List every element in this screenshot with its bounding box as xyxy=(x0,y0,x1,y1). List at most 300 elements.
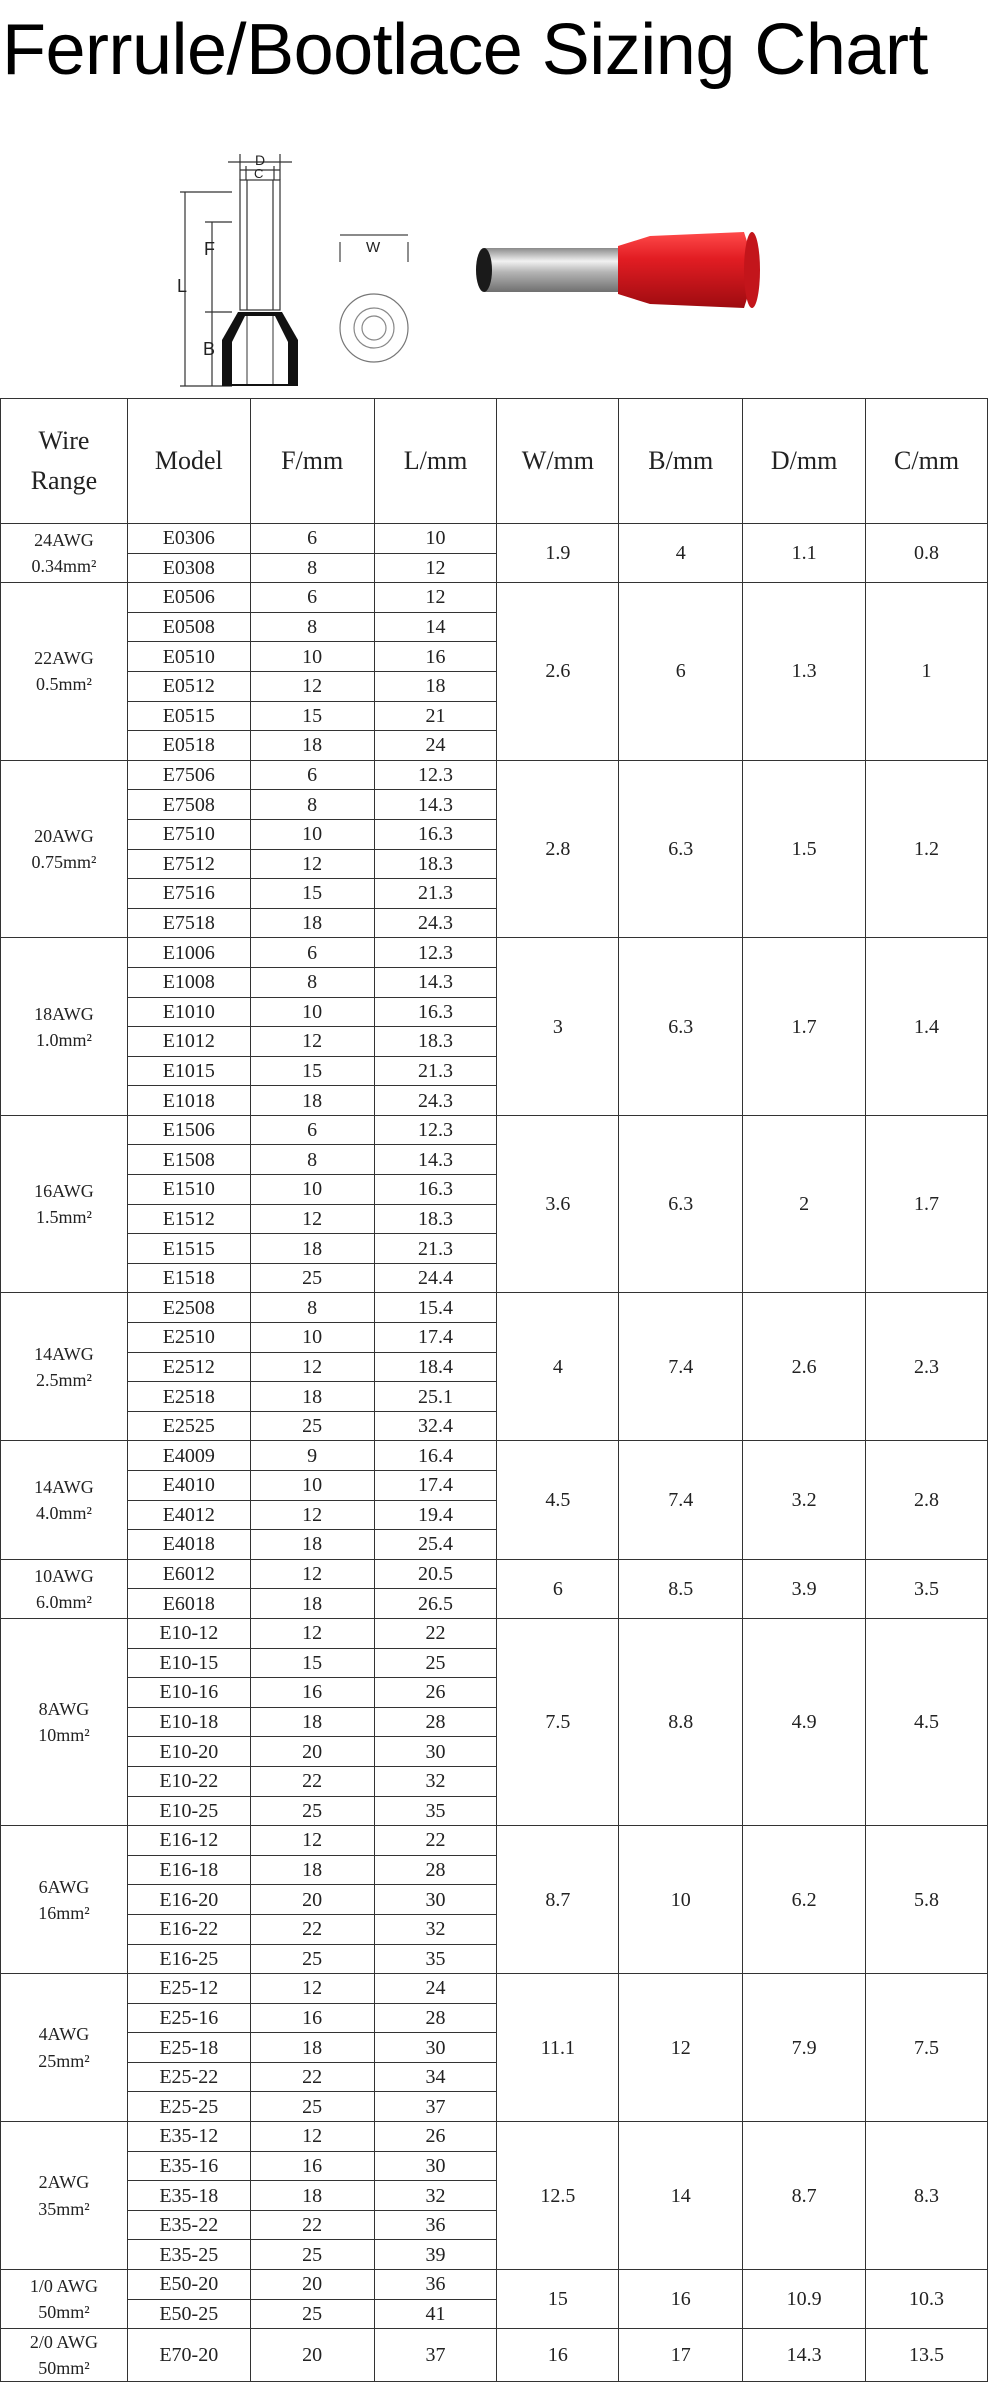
model-cell: E0512 xyxy=(127,671,250,701)
f-cell: 12 xyxy=(250,1559,374,1589)
f-cell: 22 xyxy=(250,1914,374,1944)
model-cell: E7508 xyxy=(127,790,250,820)
f-cell: 12 xyxy=(250,1618,374,1648)
wire-range-area: 0.75mm² xyxy=(31,852,97,873)
model-cell: E1518 xyxy=(127,1263,250,1293)
model-cell: E2510 xyxy=(127,1323,250,1353)
d-cell: 10.9 xyxy=(743,2270,866,2329)
l-cell: 12.3 xyxy=(374,1115,497,1145)
table-row xyxy=(1,1974,988,2004)
c-cell: 1.2 xyxy=(866,760,988,938)
f-cell: 20 xyxy=(250,2329,374,2382)
d-cell: 3.9 xyxy=(743,1559,866,1618)
l-cell: 14.3 xyxy=(374,790,497,820)
table-row xyxy=(1,524,988,554)
b-cell: 4 xyxy=(619,524,743,583)
f-cell: 25 xyxy=(250,1944,374,1974)
model-cell: E1012 xyxy=(127,1027,250,1057)
w-cell: 15 xyxy=(497,2270,619,2329)
l-cell: 30 xyxy=(374,2033,497,2063)
f-cell: 16 xyxy=(250,2003,374,2033)
f-cell: 8 xyxy=(250,553,374,583)
l-cell: 20.5 xyxy=(374,1559,497,1589)
w-cell: 16 xyxy=(497,2329,619,2382)
f-cell: 8 xyxy=(250,612,374,642)
model-cell: E1015 xyxy=(127,1056,250,1086)
c-cell: 2.8 xyxy=(866,1441,988,1559)
model-cell: E25-12 xyxy=(127,1974,250,2004)
model-cell: E2508 xyxy=(127,1293,250,1323)
f-cell: 18 xyxy=(250,1589,374,1619)
dim-label-l: L xyxy=(177,276,188,296)
l-cell: 35 xyxy=(374,1944,497,1974)
f-cell: 12 xyxy=(250,1500,374,1530)
f-cell: 25 xyxy=(250,2240,374,2270)
f-cell: 8 xyxy=(250,790,374,820)
table-row xyxy=(1,938,988,968)
l-cell: 17.4 xyxy=(374,1471,497,1501)
l-cell: 25.4 xyxy=(374,1530,497,1560)
d-cell: 1.5 xyxy=(743,760,866,938)
l-cell: 16.3 xyxy=(374,819,497,849)
wire-range-awg: 8AWG xyxy=(38,1698,90,1719)
f-cell: 16 xyxy=(250,2151,374,2181)
table-row xyxy=(1,1559,988,1589)
c-cell: 10.3 xyxy=(866,2270,988,2329)
f-cell: 8 xyxy=(250,1145,374,1175)
b-cell: 7.4 xyxy=(619,1441,743,1559)
f-cell: 10 xyxy=(250,1471,374,1501)
b-cell: 10 xyxy=(619,1826,743,1974)
d-cell: 2.6 xyxy=(743,1293,866,1441)
wire-range-area: 16mm² xyxy=(38,1902,90,1923)
w-cell: 2.6 xyxy=(497,583,619,761)
f-cell: 12 xyxy=(250,849,374,879)
model-cell: E4010 xyxy=(127,1471,250,1501)
wire-range-cell xyxy=(1,2270,128,2329)
model-cell: E7518 xyxy=(127,908,250,938)
model-cell: E7510 xyxy=(127,819,250,849)
wire-range-cell xyxy=(1,1441,128,1559)
f-cell: 18 xyxy=(250,2181,374,2211)
f-cell: 18 xyxy=(250,1530,374,1560)
l-cell: 37 xyxy=(374,2329,497,2382)
l-cell: 12.3 xyxy=(374,938,497,968)
wire-range-cell xyxy=(1,760,128,938)
f-cell: 12 xyxy=(250,1352,374,1382)
header-wire-range-line1: Wire xyxy=(38,425,90,455)
l-cell: 32 xyxy=(374,1914,497,1944)
c-cell: 3.5 xyxy=(866,1559,988,1618)
model-cell: E1512 xyxy=(127,1204,250,1234)
wire-range-area: 25mm² xyxy=(38,2050,90,2071)
w-cell: 2.8 xyxy=(497,760,619,938)
model-cell: E16-25 xyxy=(127,1944,250,1974)
w-cell: 4.5 xyxy=(497,1441,619,1559)
dim-label-f: F xyxy=(204,239,215,259)
c-cell: 8.3 xyxy=(866,2122,988,2270)
table-row xyxy=(1,760,988,790)
table-row xyxy=(1,1826,988,1856)
c-cell: 0.8 xyxy=(866,524,988,583)
f-cell: 18 xyxy=(250,1234,374,1264)
l-cell: 12 xyxy=(374,553,497,583)
f-cell: 25 xyxy=(250,1411,374,1441)
table-row xyxy=(1,1115,988,1145)
header-wire-range-line2: Range xyxy=(30,466,98,495)
l-cell: 16.3 xyxy=(374,1175,497,1205)
f-cell: 22 xyxy=(250,2210,374,2240)
header-f: F/mm xyxy=(250,399,374,524)
w-cell: 1.9 xyxy=(497,524,619,583)
l-cell: 37 xyxy=(374,2092,497,2122)
f-cell: 10 xyxy=(250,1323,374,1353)
model-cell: E1508 xyxy=(127,1145,250,1175)
d-cell: 8.7 xyxy=(743,2122,866,2270)
f-cell: 8 xyxy=(250,967,374,997)
model-cell: E16-12 xyxy=(127,1826,250,1856)
model-cell: E35-25 xyxy=(127,2240,250,2270)
model-cell: E50-20 xyxy=(127,2270,250,2300)
model-cell: E7506 xyxy=(127,760,250,790)
l-cell: 24 xyxy=(374,1974,497,2004)
f-cell: 6 xyxy=(250,583,374,613)
f-cell: 15 xyxy=(250,1648,374,1678)
l-cell: 18.3 xyxy=(374,1027,497,1057)
f-cell: 22 xyxy=(250,2062,374,2092)
f-cell: 18 xyxy=(250,1707,374,1737)
c-cell: 13.5 xyxy=(866,2329,988,2382)
f-cell: 8 xyxy=(250,1293,374,1323)
wire-range-awg: 16AWG xyxy=(34,1181,94,1202)
model-cell: E35-16 xyxy=(127,2151,250,2181)
wire-range-awg: 20AWG xyxy=(34,825,94,846)
wire-range-area: 0.5mm² xyxy=(35,674,92,695)
l-cell: 16 xyxy=(374,642,497,672)
l-cell: 22 xyxy=(374,1826,497,1856)
l-cell: 17.4 xyxy=(374,1323,497,1353)
header-w: W/mm xyxy=(497,399,619,524)
b-cell: 6 xyxy=(619,583,743,761)
d-cell: 1.1 xyxy=(743,524,866,583)
f-cell: 6 xyxy=(250,1115,374,1145)
wire-range-area: 10mm² xyxy=(38,1725,90,1746)
model-cell: E10-22 xyxy=(127,1766,250,1796)
f-cell: 18 xyxy=(250,908,374,938)
model-cell: E0515 xyxy=(127,701,250,731)
wire-range-awg: 24AWG xyxy=(34,530,94,550)
wire-range-awg: 4AWG xyxy=(38,2024,90,2045)
header-row xyxy=(1,399,988,524)
model-cell: E4018 xyxy=(127,1530,250,1560)
l-cell: 16.4 xyxy=(374,1441,497,1471)
l-cell: 36 xyxy=(374,2270,497,2300)
l-cell: 30 xyxy=(374,2151,497,2181)
l-cell: 34 xyxy=(374,2062,497,2092)
l-cell: 21.3 xyxy=(374,1234,497,1264)
model-cell: E35-22 xyxy=(127,2210,250,2240)
header-c: C/mm xyxy=(866,399,988,524)
w-cell: 3.6 xyxy=(497,1115,619,1293)
f-cell: 25 xyxy=(250,1263,374,1293)
model-cell: E1506 xyxy=(127,1115,250,1145)
model-cell: E16-18 xyxy=(127,1855,250,1885)
f-cell: 6 xyxy=(250,524,374,554)
model-cell: E10-15 xyxy=(127,1648,250,1678)
l-cell: 28 xyxy=(374,1855,497,1885)
model-cell: E10-12 xyxy=(127,1618,250,1648)
model-cell: E50-25 xyxy=(127,2299,250,2329)
dim-label-d: D xyxy=(255,152,266,168)
f-cell: 12 xyxy=(250,671,374,701)
l-cell: 19.4 xyxy=(374,1500,497,1530)
header-b: B/mm xyxy=(619,399,743,524)
w-cell: 7.5 xyxy=(497,1618,619,1825)
c-cell: 1.7 xyxy=(866,1115,988,1293)
l-cell: 14.3 xyxy=(374,967,497,997)
ferrule-diagram xyxy=(0,140,988,400)
wire-range-area: 50mm² xyxy=(38,2358,90,2379)
l-cell: 28 xyxy=(374,1707,497,1737)
l-cell: 32 xyxy=(374,1766,497,1796)
table-row xyxy=(1,2122,988,2152)
dim-label-w: W xyxy=(366,239,381,256)
f-cell: 12 xyxy=(250,1027,374,1057)
f-cell: 15 xyxy=(250,701,374,731)
wire-range-cell xyxy=(1,583,128,761)
l-cell: 18.3 xyxy=(374,849,497,879)
f-cell: 10 xyxy=(250,997,374,1027)
model-cell: E25-22 xyxy=(127,2062,250,2092)
l-cell: 25 xyxy=(374,1648,497,1678)
wire-range-cell xyxy=(1,2329,128,2382)
d-cell: 1.7 xyxy=(743,938,866,1116)
model-cell: E10-25 xyxy=(127,1796,250,1826)
w-cell: 4 xyxy=(497,1293,619,1441)
model-cell: E35-18 xyxy=(127,2181,250,2211)
w-cell: 12.5 xyxy=(497,2122,619,2270)
l-cell: 10 xyxy=(374,524,497,554)
wire-range-awg: 14AWG xyxy=(34,1343,94,1364)
c-cell: 1.4 xyxy=(866,938,988,1116)
l-cell: 36 xyxy=(374,2210,497,2240)
model-cell: E4012 xyxy=(127,1500,250,1530)
b-cell: 17 xyxy=(619,2329,743,2382)
model-cell: E0508 xyxy=(127,612,250,642)
d-cell: 1.3 xyxy=(743,583,866,761)
f-cell: 20 xyxy=(250,2270,374,2300)
model-cell: E6018 xyxy=(127,1589,250,1619)
f-cell: 18 xyxy=(250,1382,374,1412)
model-cell: E1510 xyxy=(127,1175,250,1205)
model-cell: E16-20 xyxy=(127,1885,250,1915)
f-cell: 9 xyxy=(250,1441,374,1471)
l-cell: 14.3 xyxy=(374,1145,497,1175)
f-cell: 15 xyxy=(250,879,374,909)
wire-range-area: 1.5mm² xyxy=(35,1207,92,1228)
model-cell: E4009 xyxy=(127,1441,250,1471)
header-l: L/mm xyxy=(374,399,497,524)
c-cell: 2.3 xyxy=(866,1293,988,1441)
table-row xyxy=(1,1618,988,1648)
header-d: D/mm xyxy=(743,399,866,524)
model-cell: E10-18 xyxy=(127,1707,250,1737)
f-cell: 20 xyxy=(250,1737,374,1767)
model-cell: E10-20 xyxy=(127,1737,250,1767)
b-cell: 16 xyxy=(619,2270,743,2329)
l-cell: 32.4 xyxy=(374,1411,497,1441)
model-cell: E1018 xyxy=(127,1086,250,1116)
c-cell: 1 xyxy=(866,583,988,761)
f-cell: 12 xyxy=(250,1974,374,2004)
wire-range-cell xyxy=(1,1826,128,1974)
l-cell: 15.4 xyxy=(374,1293,497,1323)
f-cell: 25 xyxy=(250,2092,374,2122)
model-cell: E6012 xyxy=(127,1559,250,1589)
wire-range-cell xyxy=(1,1559,128,1618)
f-cell: 18 xyxy=(250,2033,374,2063)
l-cell: 22 xyxy=(374,1618,497,1648)
d-cell: 2 xyxy=(743,1115,866,1293)
f-cell: 25 xyxy=(250,1796,374,1826)
d-cell: 7.9 xyxy=(743,1974,866,2122)
model-cell: E0510 xyxy=(127,642,250,672)
model-cell: E1006 xyxy=(127,938,250,968)
b-cell: 7.4 xyxy=(619,1293,743,1441)
table-body xyxy=(1,524,988,2382)
table-row xyxy=(1,1441,988,1471)
f-cell: 10 xyxy=(250,819,374,849)
dim-label-b: B xyxy=(203,339,216,359)
model-cell: E7516 xyxy=(127,879,250,909)
b-cell: 6.3 xyxy=(619,938,743,1116)
model-cell: E1008 xyxy=(127,967,250,997)
model-cell: E35-12 xyxy=(127,2122,250,2152)
l-cell: 41 xyxy=(374,2299,497,2329)
model-cell: E1515 xyxy=(127,1234,250,1264)
dim-label-c: C xyxy=(254,166,264,181)
table-row xyxy=(1,2329,988,2382)
l-cell: 26.5 xyxy=(374,1589,497,1619)
f-cell: 20 xyxy=(250,1885,374,1915)
wire-range-awg: 18AWG xyxy=(34,1003,94,1024)
wire-range-cell xyxy=(1,1115,128,1293)
model-cell: E25-25 xyxy=(127,2092,250,2122)
wire-range-cell xyxy=(1,1293,128,1441)
l-cell: 30 xyxy=(374,1737,497,1767)
model-cell: E10-16 xyxy=(127,1678,250,1708)
l-cell: 12 xyxy=(374,583,497,613)
wire-range-awg: 10AWG xyxy=(34,1565,94,1586)
ferrule-render xyxy=(476,232,760,308)
f-cell: 6 xyxy=(250,938,374,968)
wire-range-area: 4.0mm² xyxy=(35,1503,92,1524)
wire-range-awg: 2AWG xyxy=(38,2172,90,2193)
header-model: Model xyxy=(127,399,250,524)
page-title: Ferrule/Bootlace Sizing Chart xyxy=(2,10,928,90)
w-cell: 3 xyxy=(497,938,619,1116)
table-row xyxy=(1,1293,988,1323)
l-cell: 21.3 xyxy=(374,879,497,909)
table-row xyxy=(1,2270,988,2300)
l-cell: 18.4 xyxy=(374,1352,497,1382)
f-cell: 10 xyxy=(250,1175,374,1205)
sizing-table xyxy=(0,398,988,2382)
wire-range-cell xyxy=(1,2122,128,2270)
model-cell: E25-16 xyxy=(127,2003,250,2033)
l-cell: 24.3 xyxy=(374,1086,497,1116)
l-cell: 21.3 xyxy=(374,1056,497,1086)
c-cell: 7.5 xyxy=(866,1974,988,2122)
l-cell: 32 xyxy=(374,2181,497,2211)
f-cell: 18 xyxy=(250,1855,374,1885)
wire-range-area: 1.0mm² xyxy=(35,1029,92,1050)
model-cell: E70-20 xyxy=(127,2329,250,2382)
f-cell: 22 xyxy=(250,1766,374,1796)
w-cell: 6 xyxy=(497,1559,619,1618)
wire-range-cell xyxy=(1,1974,128,2122)
l-cell: 12.3 xyxy=(374,760,497,790)
wire-range-awg: 6AWG xyxy=(38,1876,90,1897)
wire-range-area: 50mm² xyxy=(38,2302,90,2323)
wire-range-awg: 1/0 AWG xyxy=(29,2276,98,2297)
model-cell: E1010 xyxy=(127,997,250,1027)
f-cell: 12 xyxy=(250,2122,374,2152)
model-cell: E7512 xyxy=(127,849,250,879)
f-cell: 18 xyxy=(250,1086,374,1116)
model-cell: E0518 xyxy=(127,731,250,761)
d-cell: 6.2 xyxy=(743,1826,866,1974)
model-cell: E0306 xyxy=(127,524,250,554)
d-cell: 4.9 xyxy=(743,1618,866,1825)
f-cell: 16 xyxy=(250,1678,374,1708)
l-cell: 21 xyxy=(374,701,497,731)
w-cell: 11.1 xyxy=(497,1974,619,2122)
l-cell: 26 xyxy=(374,2122,497,2152)
l-cell: 14 xyxy=(374,612,497,642)
f-cell: 12 xyxy=(250,1204,374,1234)
w-cell: 8.7 xyxy=(497,1826,619,1974)
l-cell: 24.4 xyxy=(374,1263,497,1293)
l-cell: 30 xyxy=(374,1885,497,1915)
b-cell: 6.3 xyxy=(619,1115,743,1293)
b-cell: 8.5 xyxy=(619,1559,743,1618)
l-cell: 24 xyxy=(374,731,497,761)
l-cell: 25.1 xyxy=(374,1382,497,1412)
header-wire-range xyxy=(1,399,128,524)
wire-range-cell xyxy=(1,1618,128,1825)
b-cell: 8.8 xyxy=(619,1618,743,1825)
wire-range-awg: 14AWG xyxy=(34,1477,94,1497)
model-cell: E2518 xyxy=(127,1382,250,1412)
model-cell: E2525 xyxy=(127,1411,250,1441)
l-cell: 28 xyxy=(374,2003,497,2033)
f-cell: 12 xyxy=(250,1826,374,1856)
model-cell: E16-22 xyxy=(127,1914,250,1944)
l-cell: 18 xyxy=(374,671,497,701)
f-cell: 18 xyxy=(250,731,374,761)
wire-range-area: 0.34mm² xyxy=(31,556,97,577)
f-cell: 10 xyxy=(250,642,374,672)
model-cell: E25-18 xyxy=(127,2033,250,2063)
f-cell: 6 xyxy=(250,760,374,790)
l-cell: 35 xyxy=(374,1796,497,1826)
b-cell: 14 xyxy=(619,2122,743,2270)
d-cell: 3.2 xyxy=(743,1441,866,1559)
wire-range-awg: 2/0 AWG xyxy=(29,2332,98,2353)
f-cell: 15 xyxy=(250,1056,374,1086)
table-row xyxy=(1,583,988,613)
